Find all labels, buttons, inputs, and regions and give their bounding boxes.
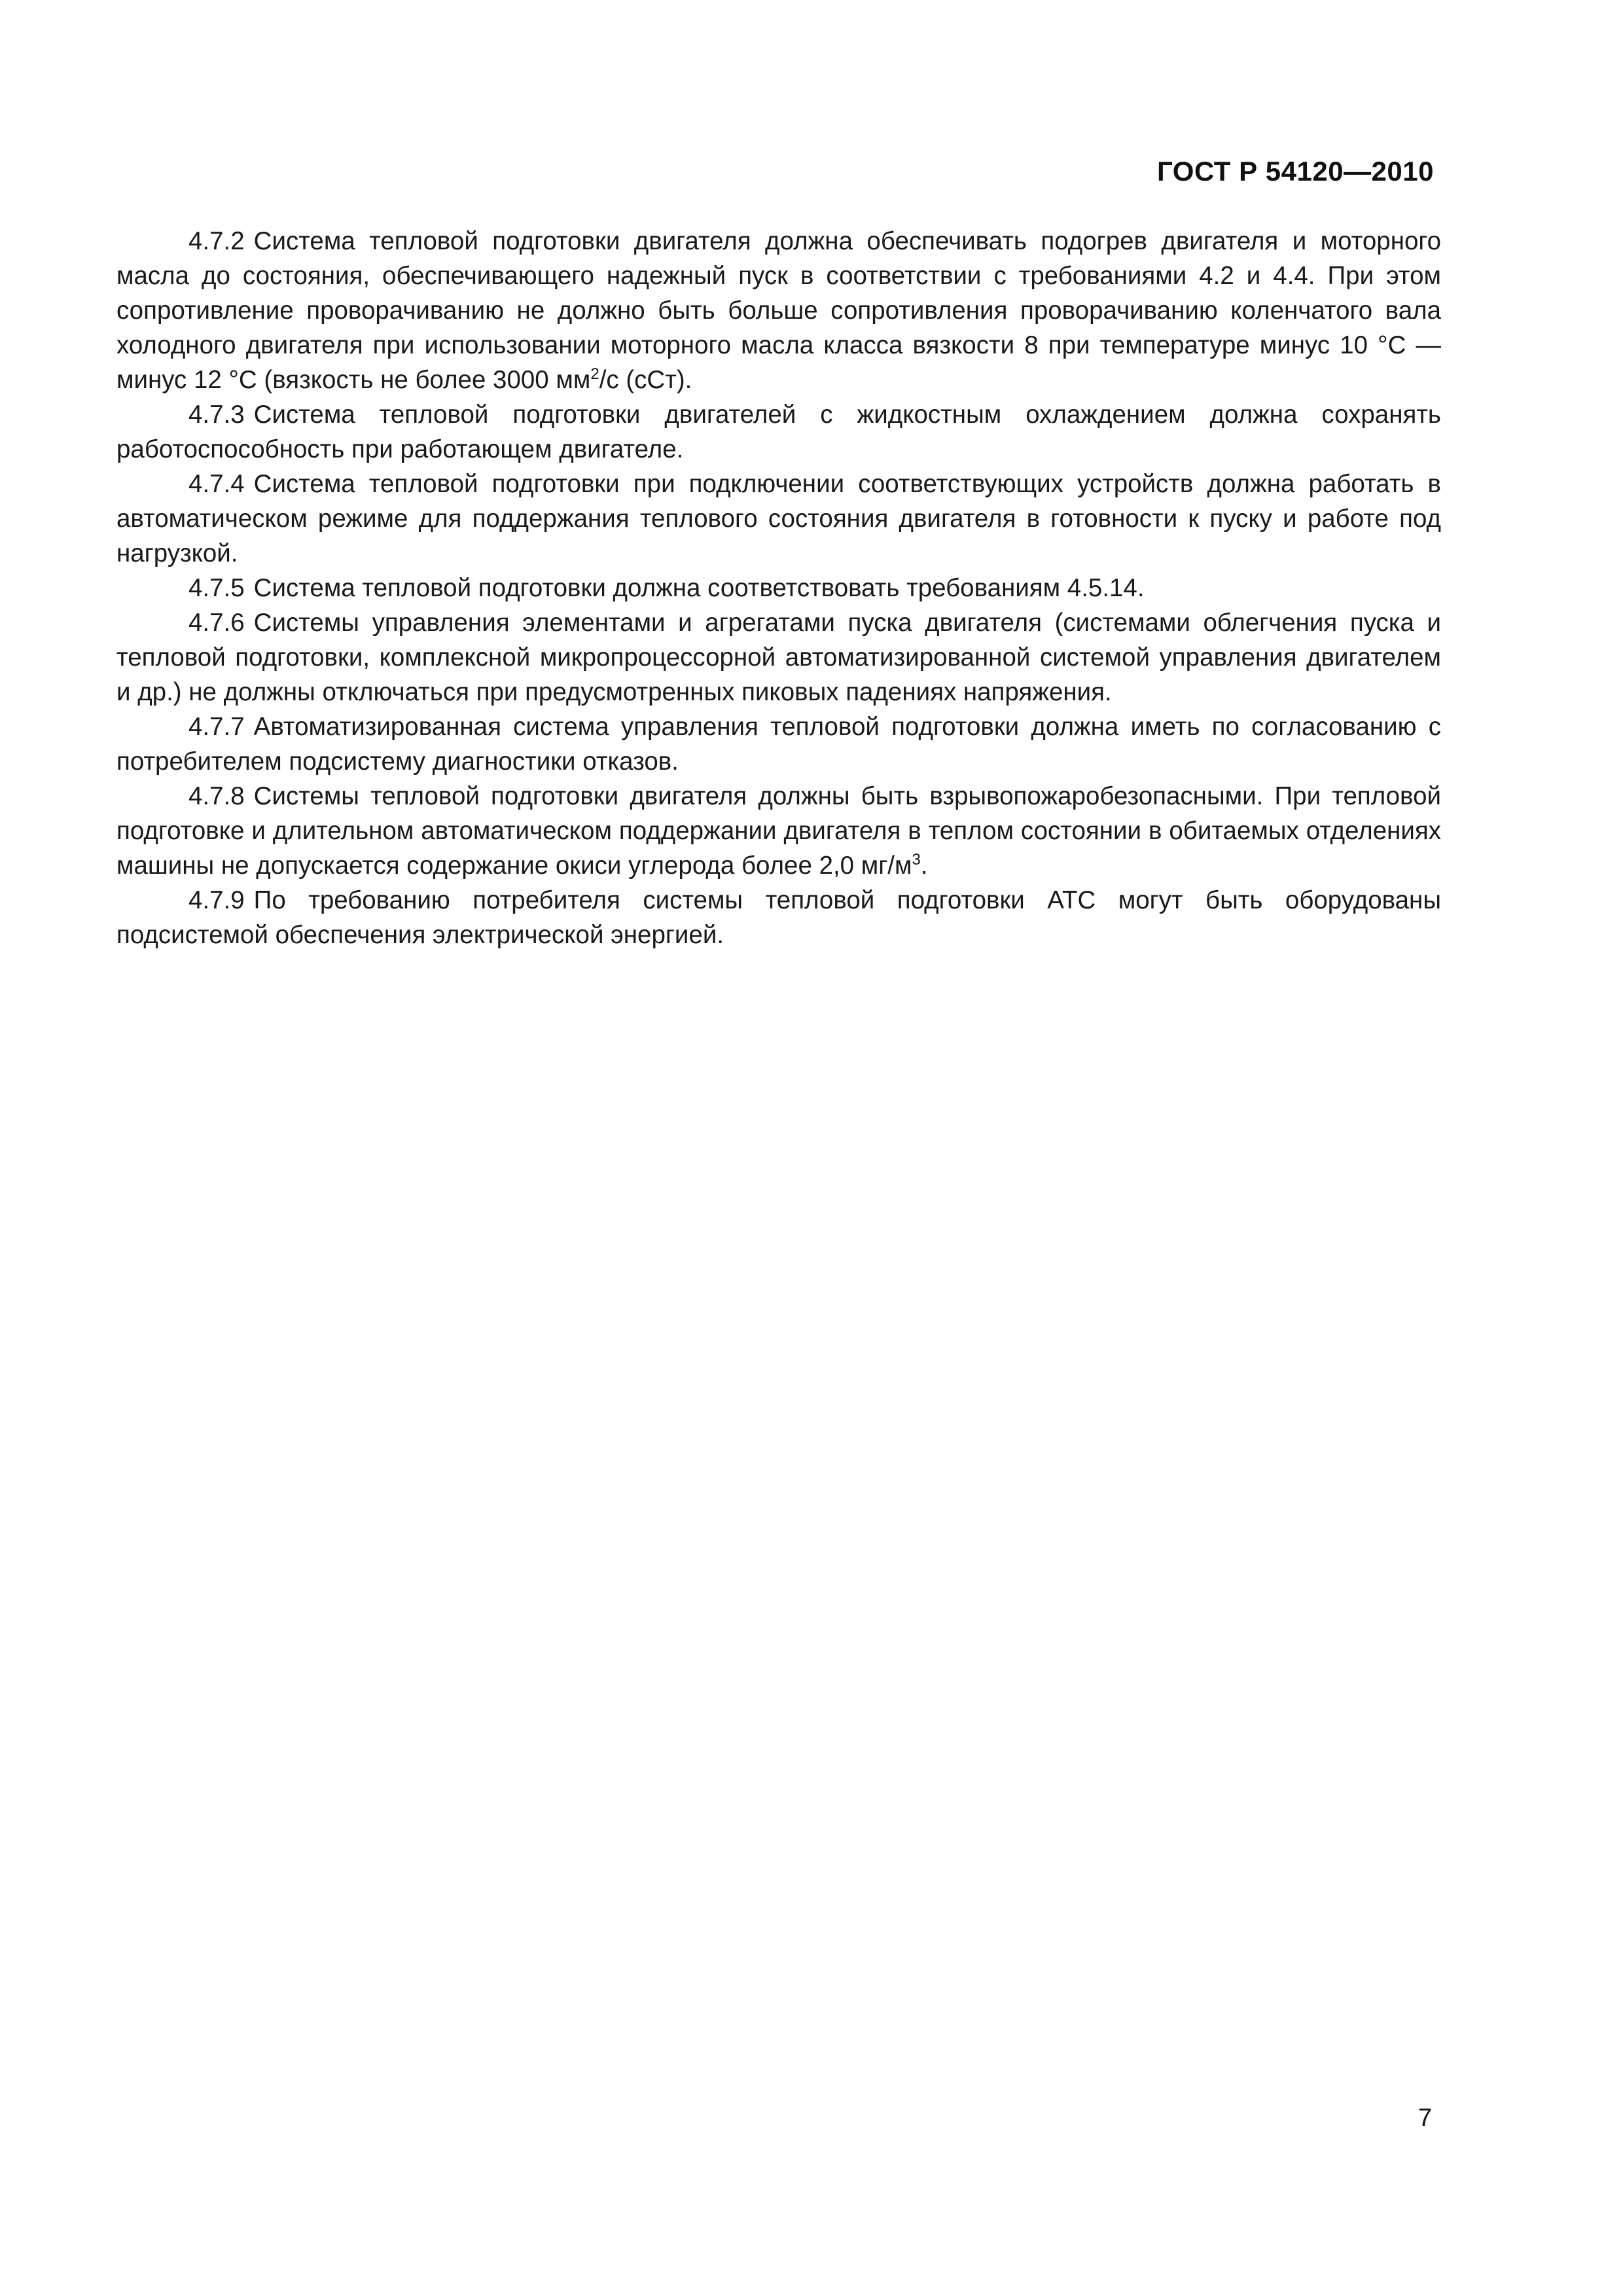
paragraph-text: Системы управления элементами и агрегатами пуска двигателя (системами облегчения пуска и тепловой подготовки, комплексной микропроцессорной автоматизированной системой управления двигателем и др.) не должны отключаться при предусмотренных пиковых падениях напряжения. xyxy=(116,609,1441,706)
paragraph-4-7-7 xyxy=(116,709,1441,779)
superscript: 2 xyxy=(590,365,599,384)
paragraph-text: Система тепловой подготовки двигателя должна обеспечивать подогрев двигателя и моторного масла до состояния, обеспечивающего надежный пуск в соответствии с требованиями 4.2 и 4.4. При этом сопротивление проворачиванию не должно быть больше сопротивления проворачиванию коленчатого вала холодного двигателя при использовании моторного масла класса вязкости 8 при температуре минус 10 °С — минус 12 °С (вязкость не более 3000 мм xyxy=(116,227,1441,394)
paragraph-text-end: /с (сСт). xyxy=(599,366,692,394)
paragraph-4-7-3 xyxy=(116,397,1441,467)
paragraph-text: По требованию потребителя системы тепловой подготовки АТС могут быть оборудованы подсистемой обеспечения электрической энергией. xyxy=(116,886,1441,949)
paragraph-number: 4.7.3 xyxy=(188,401,245,429)
paragraph-text-end: . xyxy=(920,852,928,880)
paragraph-number: 4.7.6 xyxy=(188,609,245,637)
paragraph-number: 4.7.7 xyxy=(188,713,245,741)
paragraph-number: 4.7.2 xyxy=(188,227,245,255)
paragraph-4-7-9 xyxy=(116,883,1441,952)
paragraph-number: 4.7.4 xyxy=(188,470,245,498)
document-standard-header: ГОСТ Р 54120—2010 xyxy=(1157,156,1434,187)
paragraph-text: Система тепловой подготовки при подключении соответствующих устройств должна работать в автоматическом режиме для поддержания теплового состояния двигателя в готовности к пуску и работе под нагрузкой. xyxy=(116,470,1441,567)
paragraph-number: 4.7.5 xyxy=(188,574,245,602)
document-body xyxy=(116,224,1441,952)
paragraph-4-7-8 xyxy=(116,779,1441,883)
paragraph-text: Системы тепловой подготовки двигателя должны быть взрывопожаробезопасными. При тепловой подготовке и длительном автоматическом поддержании двигателя в теплом состоянии в обитаемых отделениях машины не допускается содержание окиси углерода более 2,0 мг/м xyxy=(116,782,1441,880)
superscript: 3 xyxy=(912,851,921,869)
paragraph-text: Автоматизированная система управления тепловой подготовки должна иметь по согласованию с потребителем подсистему диагностики отказов. xyxy=(116,713,1441,776)
paragraph-text: Система тепловой подготовки должна соответствовать требованиям 4.5.14. xyxy=(253,574,1145,602)
paragraph-number: 4.7.9 xyxy=(188,886,245,914)
paragraph-4-7-6 xyxy=(116,605,1441,709)
paragraph-4-7-2 xyxy=(116,224,1441,397)
paragraph-4-7-5 xyxy=(116,571,1441,605)
paragraph-4-7-4 xyxy=(116,467,1441,571)
paragraph-text: Система тепловой подготовки двигателей с жидкостным охлаждением должна сохранять работоспособность при работающем двигателе. xyxy=(116,401,1441,463)
page-number: 7 xyxy=(1418,2104,1432,2132)
paragraph-number: 4.7.8 xyxy=(188,782,245,810)
